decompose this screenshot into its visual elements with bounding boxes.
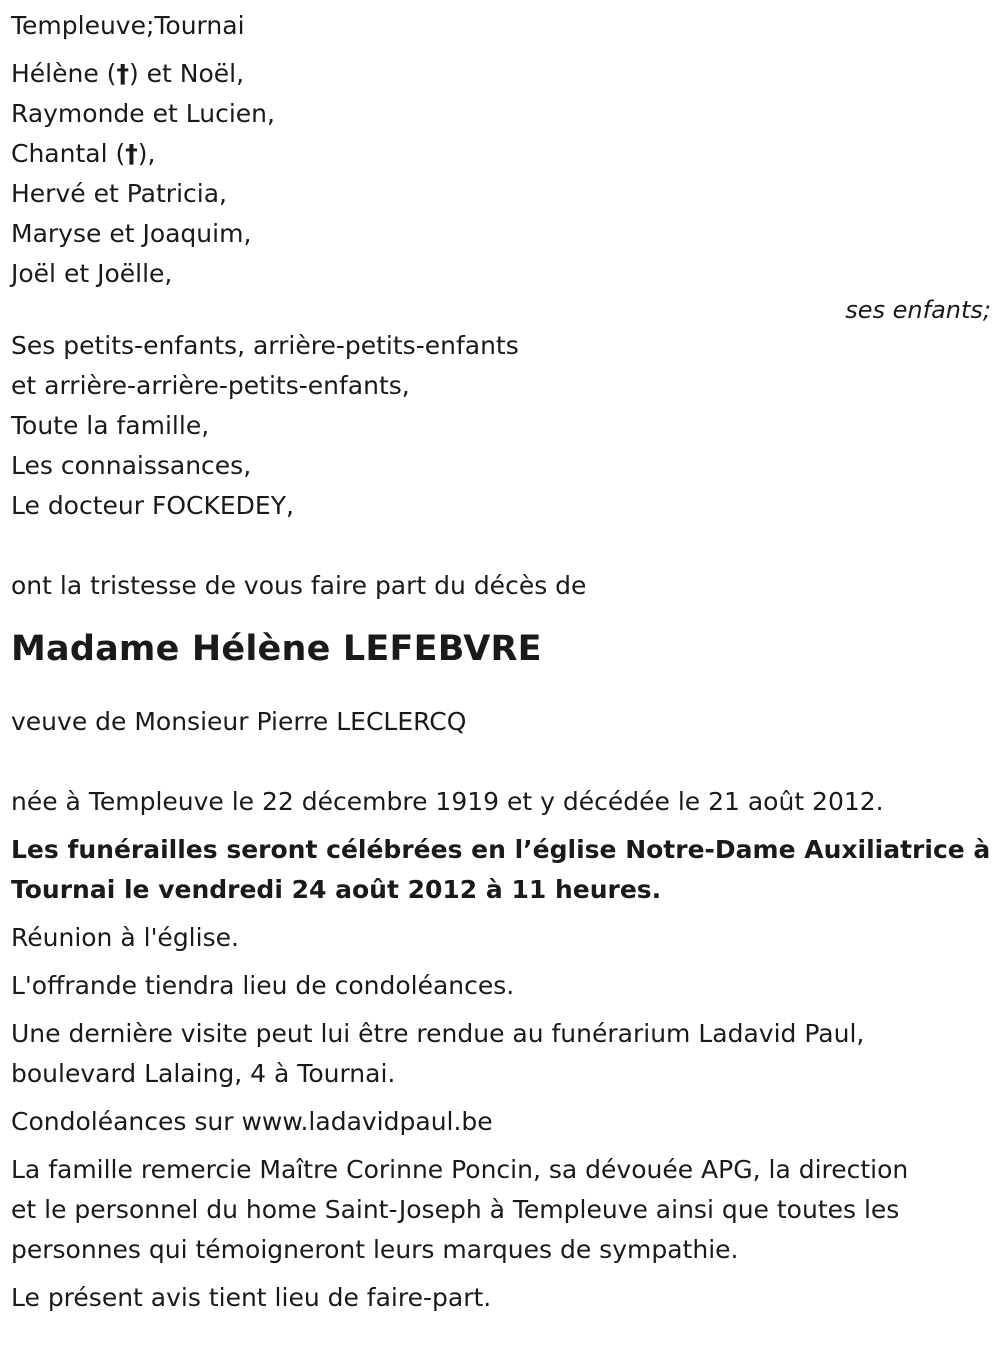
condolences-info: Condoléances sur www.ladavidpaul.be [11, 1107, 493, 1136]
spacer [11, 742, 991, 782]
offering-info: L'offrande tiendra lieu de condoléances. [11, 971, 515, 1000]
child-line: Maryse et Joaquim, [11, 219, 252, 248]
funeral-details: Tournai le vendredi 24 août 2012 à 11 heures. [11, 875, 662, 904]
obituary-notice [11, 6, 991, 1318]
cross-icon: † [125, 139, 138, 168]
announcement: ont la tristesse de vous faire part du décès de [11, 571, 587, 600]
children-label-row [11, 294, 991, 324]
spacer [11, 910, 991, 918]
spacer [11, 1006, 991, 1014]
thanks-text: La famille remercie Maître Corinne Poncin, sa dévouée APG, la direction [11, 1155, 909, 1184]
spacer [11, 46, 991, 54]
spacer [11, 958, 991, 966]
children-list [11, 54, 991, 294]
family-line: Le docteur FOCKEDEY, [11, 491, 294, 520]
family-list [11, 326, 991, 526]
birth-death: née à Templeuve le 22 décembre 1919 et y décédée le 21 août 2012. [11, 787, 884, 816]
spacer [11, 304, 991, 326]
child-line: Joël et Joëlle, [11, 259, 173, 288]
meeting-info: Réunion à l'église. [11, 923, 239, 952]
thanks-text: personnes qui témoigneront leurs marques de sympathie. [11, 1235, 739, 1264]
family-line: Toute la famille, [11, 411, 210, 440]
cross-icon: † [116, 59, 129, 88]
widow-of: veuve de Monsieur Pierre LECLERCQ [11, 707, 467, 736]
closing-note: Le présent avis tient lieu de faire-part. [11, 1283, 492, 1312]
children-label: ses enfants; [845, 296, 991, 324]
spacer [11, 1142, 991, 1150]
child-line: Raymonde et Lucien, [11, 99, 275, 128]
spacer [11, 526, 991, 566]
visit-info: Une dernière visite peut lui être rendue au funérarium Ladavid Paul, [11, 1019, 865, 1048]
spacer [11, 1094, 991, 1102]
thanks-text: et le personnel du home Saint-Joseph à Templeuve ainsi que toutes les [11, 1195, 900, 1224]
child-line: Hélène (†) et Noël, [11, 59, 245, 88]
visit-info: boulevard Lalaing, 4 à Tournai. [11, 1059, 396, 1088]
funeral-details: Les funérailles seront célébrées en l’église Notre-Dame Auxiliatrice à [11, 835, 991, 864]
child-line: Chantal (†), [11, 139, 156, 168]
spacer [11, 674, 991, 702]
locality: Templeuve;Tournai [11, 11, 245, 40]
spacer [11, 606, 991, 624]
family-line: et arrière-arrière-petits-enfants, [11, 371, 410, 400]
child-line: Hervé et Patricia, [11, 179, 227, 208]
spacer [11, 822, 991, 830]
family-line: Ses petits-enfants, arrière-petits-enfants [11, 331, 519, 360]
deceased-name: Madame Hélène LEFEBVRE [11, 629, 542, 669]
spacer [11, 1270, 991, 1278]
family-line: Les connaissances, [11, 451, 252, 480]
